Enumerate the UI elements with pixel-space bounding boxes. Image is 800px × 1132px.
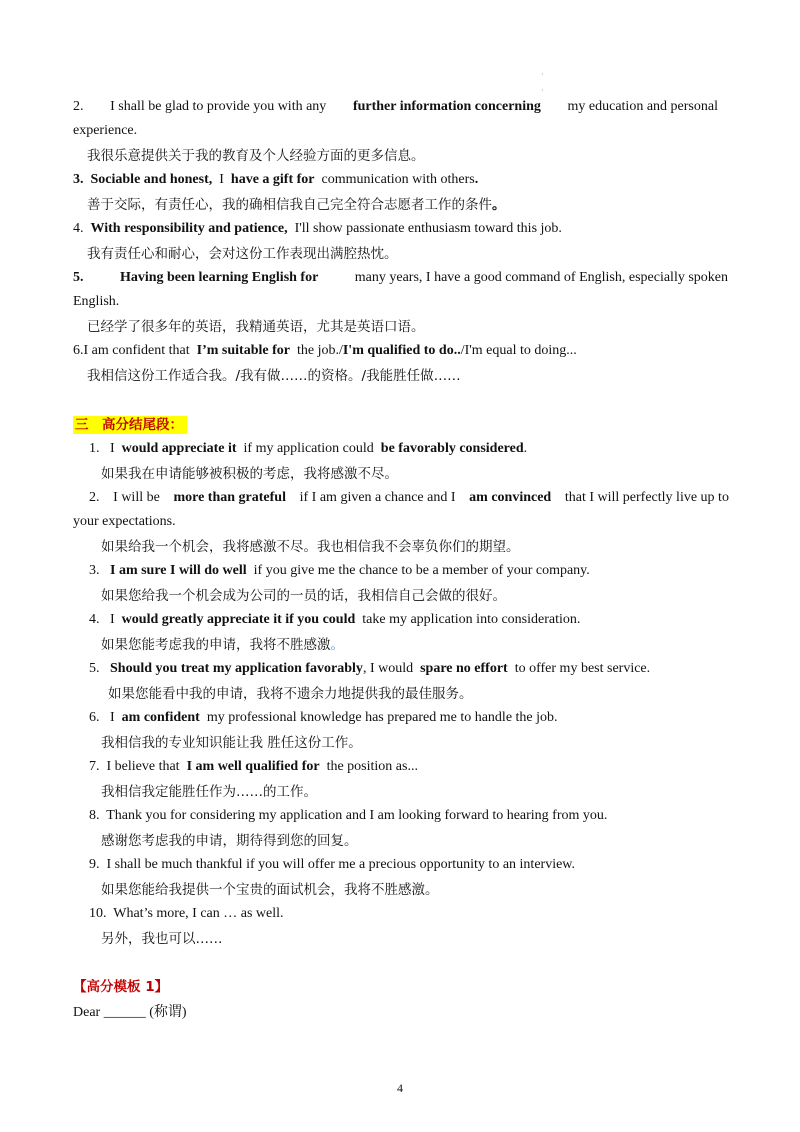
text: , I would (362, 661, 414, 676)
key-phrase: be favorably considered (380, 441, 524, 456)
key-phrase: spare no effort (420, 661, 508, 676)
text: my education and personal (567, 99, 718, 114)
closing-6-translation: 我相信我的专业知识能让我 胜任这份工作。 (101, 735, 362, 751)
closing-7-translation: 我相信我定能胜任作为……的工作。 (101, 784, 317, 800)
text: my professional knowledge has prepared me to handle the job. (206, 710, 558, 725)
item-number: 6. (89, 710, 100, 725)
text: take my application into consideration. (362, 612, 581, 627)
closing-5-translation: 如果您能看中我的申请，我将不遗余力地提供我的最佳服务。 (108, 686, 473, 702)
item-number: 1. (89, 441, 100, 456)
sentence-2-line1 (73, 98, 718, 116)
text: I (219, 172, 224, 187)
sentence-5-line2: English. (73, 294, 120, 309)
item-number: 5. (89, 661, 100, 676)
text: 如果您能考虑我的申请，我将不胜感激 (101, 637, 331, 653)
key-phrase: I'm qualified to do.. (342, 343, 461, 358)
text: communication with others (321, 172, 475, 187)
text: the position as... (326, 759, 418, 774)
closing-6 (89, 709, 558, 727)
item-number: 5. (73, 270, 84, 285)
item-number: 3. (89, 563, 100, 578)
text: What’s more, I can … as well. (113, 906, 284, 921)
text: 。 (330, 637, 344, 653)
closing-1-translation: 如果我在申请能够被积极的考虑，我将感激不尽。 (101, 466, 398, 482)
sentence-4-translation: 我有责任心和耐心，会对这份工作表现出满腔热忱。 (87, 246, 398, 262)
stray-mark: · (541, 70, 544, 79)
closing-9-translation: 如果您能给我提供一个宝贵的面试机会，我将不胜感激。 (101, 882, 439, 898)
closing-2-line2: your expectations. (73, 514, 176, 529)
text: . (523, 441, 528, 456)
text: I (110, 710, 115, 725)
section-3-heading (73, 416, 187, 435)
key-phrase: I’m suitable for (196, 343, 290, 358)
closing-8-translation: 感谢您考虑我的申请，期待得到您的回复。 (101, 833, 358, 849)
text: I believe that (106, 759, 180, 774)
text: I'll show passionate enthusiasm toward this job. (294, 221, 562, 236)
text: 6.I am confident that (73, 343, 190, 358)
sentence-6 (73, 342, 577, 360)
sentence-2-translation: 我很乐意提供关于我的教育及个人经验方面的更多信息。 (87, 148, 425, 164)
closing-7 (89, 758, 418, 776)
item-number: 2. (89, 490, 100, 505)
text: Thank you for considering my application and I am looking forward to hearing from you. (106, 808, 608, 823)
key-phrase: would appreciate it (121, 441, 237, 456)
section-heading-text: 三 高分结尾段： (73, 416, 187, 434)
sentence-5-translation: 已经学了很多年的英语，我精通英语，尤其是英语口语。 (87, 319, 425, 335)
text: if I am given a chance and I (299, 490, 456, 505)
key-phrase: I am well qualified for (186, 759, 320, 774)
text: . (474, 172, 479, 187)
closing-5 (89, 660, 650, 678)
closing-3 (89, 562, 590, 580)
closing-2-line1 (89, 489, 729, 507)
text: I (110, 612, 115, 627)
sentence-5-line1 (73, 269, 728, 287)
sentence-3 (73, 171, 478, 189)
closing-10-translation: 另外，我也可以…… (101, 931, 223, 947)
closing-3-translation: 如果您给我一个机会成为公司的一员的话，我相信自己会做的很好。 (101, 588, 506, 604)
item-number: 10. (89, 906, 107, 921)
closing-4 (89, 611, 580, 629)
closing-4-translation (101, 636, 344, 654)
item-number: 8. (89, 808, 100, 823)
sentence-3-translation (87, 196, 506, 214)
text: that I will perfectly live up to (564, 490, 729, 505)
sentence-2-line2: experience. (73, 123, 138, 138)
page-number: 4 (397, 1081, 403, 1095)
key-phrase: have a gift for (230, 172, 315, 187)
salutation-line: Dear ______ (称谓) (73, 1005, 187, 1020)
key-phrase: am convinced (469, 490, 552, 505)
key-phrase: I am sure I will do well (110, 563, 247, 578)
text: I will be (113, 490, 160, 505)
text: 善于交际，有责任心，我的确相信我自己完全符合志愿者工作的条件 (87, 197, 492, 213)
closing-9 (89, 856, 575, 874)
text: I (110, 441, 115, 456)
closing-2-translation: 如果给我一个机会，我将感激不尽。我也相信我不会辜负你们的期望。 (101, 539, 520, 555)
key-phrase: Sociable and honest, (90, 172, 213, 187)
text: I shall be glad to provide you with any (110, 99, 327, 114)
text: if you give me the chance to be a member of your company. (253, 563, 590, 578)
closing-8 (89, 807, 607, 825)
item-number: 3. (73, 172, 84, 187)
key-phrase: With responsibility and patience, (90, 221, 288, 236)
text: /I'm equal to doing... (460, 343, 577, 358)
text: I shall be much thankful if you will offer me a precious opportunity to an interview. (106, 857, 575, 872)
text: if my application could (243, 441, 374, 456)
stray-mark: · (541, 86, 544, 95)
sentence-4 (73, 220, 562, 238)
item-number: 4. (73, 221, 84, 236)
text: the job./ (296, 343, 343, 358)
item-number: 9. (89, 857, 100, 872)
key-phrase: further information concerning (352, 99, 541, 114)
text: 。 (492, 197, 506, 213)
closing-1 (89, 440, 527, 458)
template-heading: 【高分模板 1】 (73, 979, 169, 995)
text: to offer my best service. (514, 661, 651, 676)
closing-10 (89, 905, 284, 923)
key-phrase: Having been learning English for (119, 270, 319, 285)
key-phrase: would greatly appreciate it if you could (121, 612, 356, 627)
sentence-6-translation: 我相信这份工作适合我。/我有做……的资格。/我能胜任做…… (87, 368, 461, 384)
text: many years, I have a good command of English, especially spoken (354, 270, 728, 285)
key-phrase: Should you treat my application favorably (110, 661, 363, 676)
item-number: 7. (89, 759, 100, 774)
item-number: 2. (73, 99, 84, 114)
item-number: 4. (89, 612, 100, 627)
key-phrase: am confident (121, 710, 200, 725)
key-phrase: more than grateful (173, 490, 286, 505)
